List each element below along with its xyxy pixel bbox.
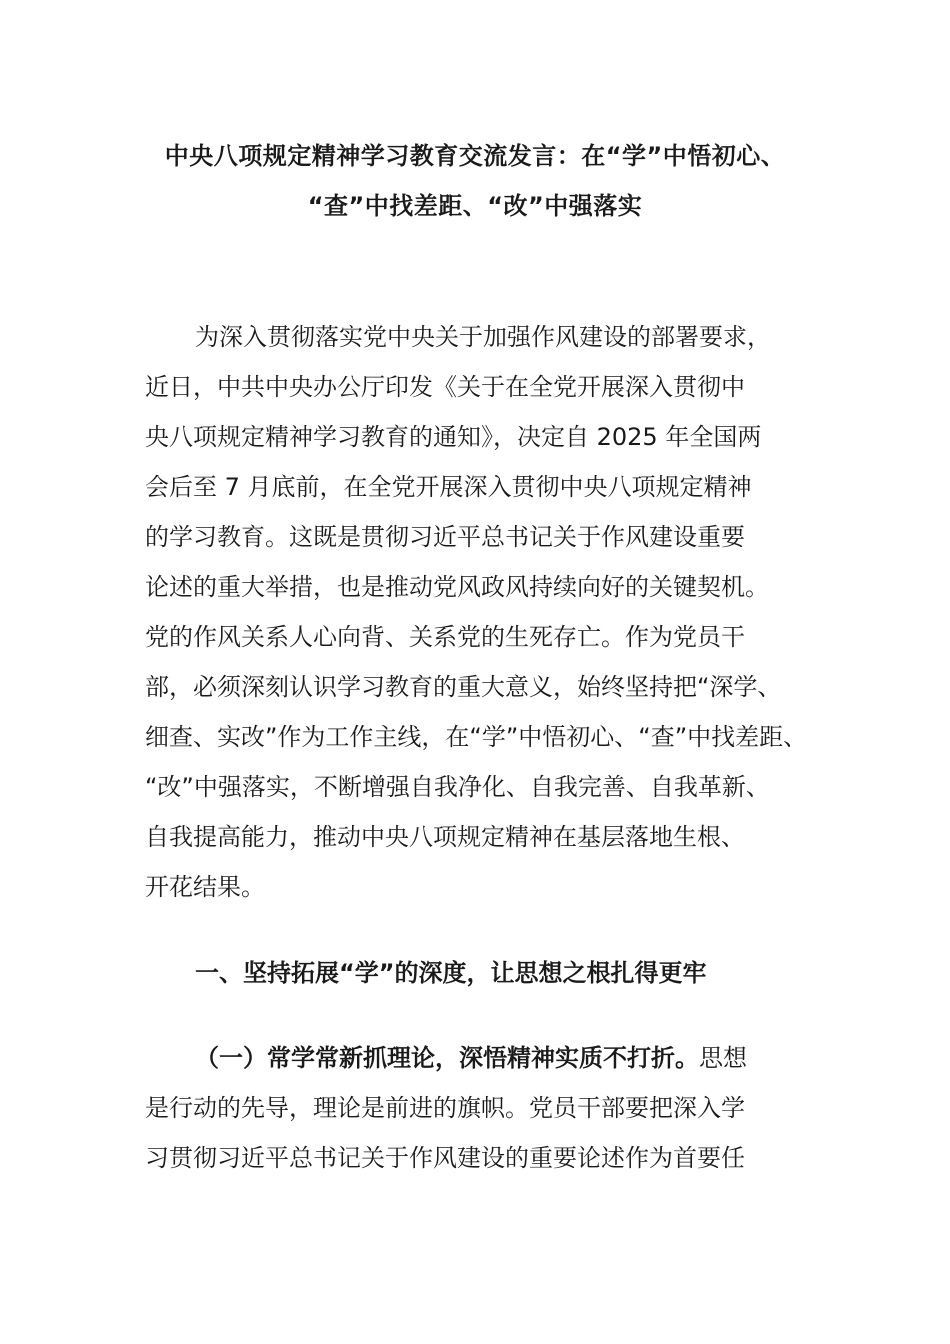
intro-line: 的学习教育。这既是贯彻习近平总书记关于作风建设重要 <box>145 523 745 551</box>
intro-line: 近日，中共中央办公厅印发《关于在全党开展深入贯彻中 <box>145 373 745 401</box>
subsection-line: 习贯彻习近平总书记关于作风建设的重要论述作为首要任 <box>145 1144 745 1172</box>
intro-line: 党的作风关系人心向背、关系党的生死存亡。作为党员干 <box>145 623 745 651</box>
intro-line: 论述的重大举措，也是推动党风政风持续向好的关键契机。 <box>145 573 769 601</box>
subsection-lead-rest: 思想 <box>699 1044 747 1072</box>
intro-line: “改”中强落实，不断增强自我净化、自我完善、自我革新、 <box>145 773 770 801</box>
subsection-line: 是行动的先导，理论是前进的旗帜。党员干部要把深入学 <box>145 1094 745 1122</box>
subsection-lead: （一）常学常新抓理论，深悟精神实质不打折。 <box>195 1044 699 1072</box>
document-title-line-1: 中央八项规定精神学习教育交流发言：在“学”中悟初心、 <box>164 142 786 170</box>
intro-line: 自我提高能力，推动中央八项规定精神在基层落地生根、 <box>145 823 745 851</box>
intro-line: 部，必须深刻认识学习教育的重大意义，始终坚持把“深学、 <box>145 673 782 701</box>
intro-line: 细查、实改”作为工作主线，在“学”中悟初心、“查”中找差距、 <box>145 723 808 751</box>
document-title-line-2: “查”中找差距、“改”中强落实 <box>307 192 643 220</box>
intro-line: 为深入贯彻落实党中央关于加强作风建设的部署要求， <box>195 323 771 351</box>
intro-line: 央八项规定精神学习教育的通知》，决定自 2025 年全国两 <box>145 423 762 451</box>
subsection-first-line <box>195 1043 747 1073</box>
intro-line: 会后至 7 月底前，在全党开展深入贯彻中央八项规定精神 <box>145 473 752 501</box>
section-heading: 一、坚持拓展“学”的深度，让思想之根扎得更牢 <box>195 959 707 987</box>
intro-line: 开花结果。 <box>145 873 265 901</box>
